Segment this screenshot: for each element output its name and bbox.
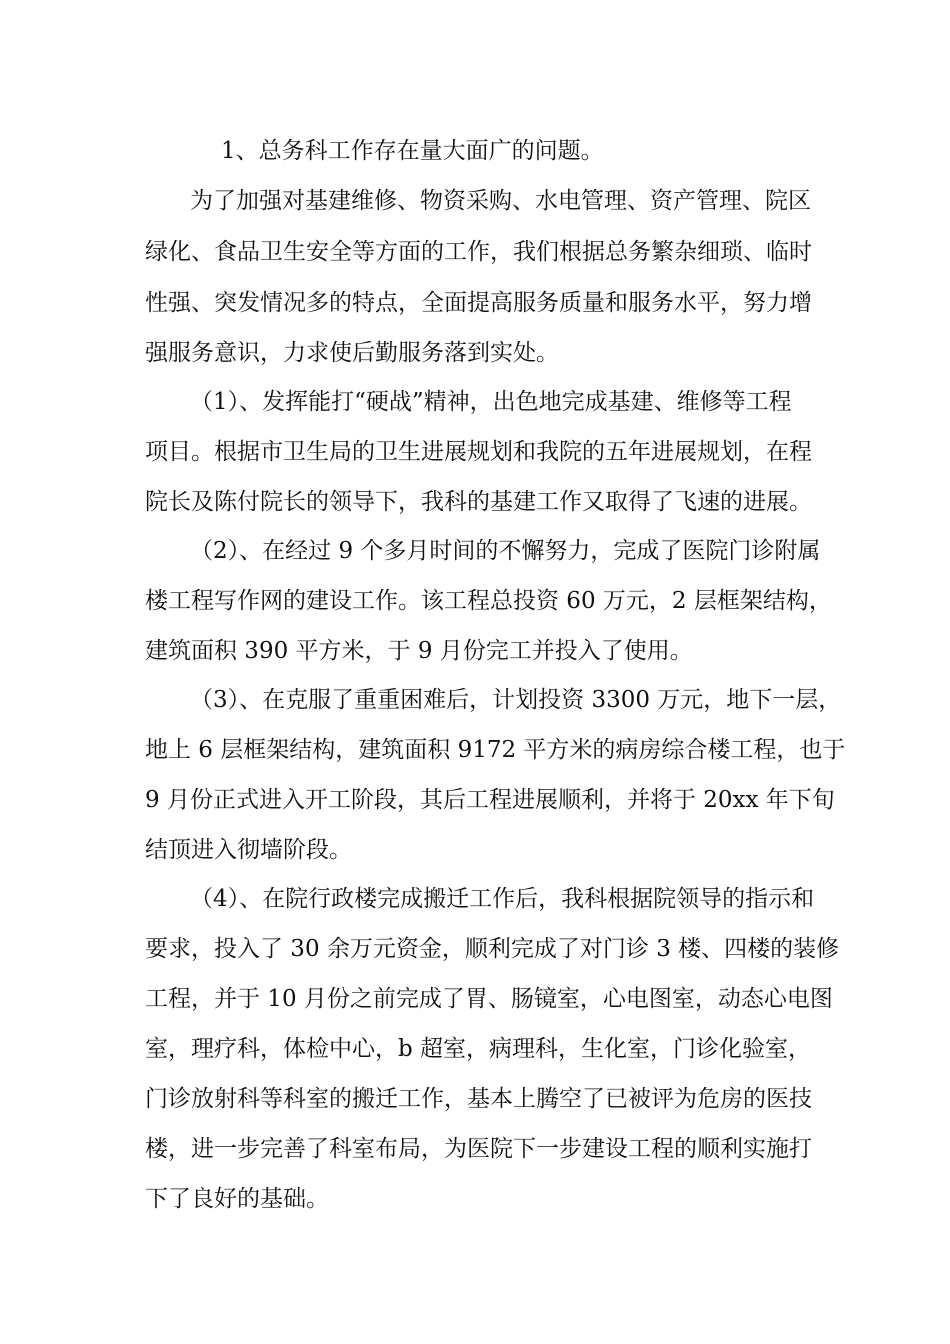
paragraph-5-line-2: 要求，投入了 30 余万元资金，顺利完成了对门诊 3 楼、四楼的装修 (145, 936, 840, 962)
paragraph-2-line-1: （1）、发挥能打“硬战”精神，出色地完成基建、维修等工程 (190, 389, 792, 415)
section-heading: 1、总务科工作存在量大面广的问题。 (221, 138, 604, 164)
paragraph-1-line-3: 性强、突发情况多的特点，全面提高服务质量和服务水平，努力增 (145, 290, 812, 316)
paragraph-5-line-1: （4）、在院行政楼完成搬迁工作后，我科根据院领导的指示和 (190, 886, 815, 912)
paragraph-2-line-3: 院长及陈付院长的领导下，我科的基建工作又取得了飞速的进展。 (145, 489, 812, 515)
paragraph-5-line-6: 楼，进一步完善了科室布局，为医院下一步建设工程的顺利实施打 (145, 1136, 812, 1162)
paragraph-5-line-3: 工程，并于 10 月份之前完成了胃、肠镜室，心电图室，动态心电图 (145, 986, 833, 1012)
paragraph-2-line-2: 项目。根据市卫生局的卫生进展规划和我院的五年进展规划，在程 (145, 439, 812, 465)
paragraph-1-line-4: 强服务意识，力求使后勤服务落到实处。 (145, 340, 559, 366)
paragraph-4-line-2: 地上 6 层框架结构，建筑面积 9172 平方米的病房综合楼工程，也于 (145, 737, 846, 763)
paragraph-1-line-1: 为了加强对基建维修、物资采购、水电管理、资产管理、院区 (190, 188, 811, 214)
paragraph-5-line-7: 下了良好的基础。 (145, 1186, 329, 1212)
paragraph-3-line-2: 楼工程写作网的建设工作。该工程总投资 60 万元，2 层框架结构， (145, 588, 832, 614)
paragraph-3-line-3: 建筑面积 390 平方米，于 9 月份完工并投入了使用。 (145, 638, 693, 664)
paragraph-4-line-1: （3）、在克服了重重困难后，计划投资 3300 万元，地下一层， (190, 687, 842, 713)
paragraph-3-line-1: （2）、在经过 9 个多月时间的不懈努力，完成了医院门诊附属 (190, 538, 821, 564)
paragraph-4-line-4: 结顶进入彻墙阶段。 (145, 837, 352, 863)
paragraph-5-line-5: 门诊放射科等科室的搬迁工作，基本上腾空了已被评为危房的医技 (145, 1086, 812, 1112)
paragraph-1-line-2: 绿化、食品卫生安全等方面的工作，我们根据总务繁杂细琐、临时 (145, 239, 812, 265)
paragraph-4-line-3: 9 月份正式进入开工阶段，其后工程进展顺利，并将于 20xx 年下旬 (145, 787, 835, 813)
paragraph-5-line-4: 室，理疗科，体检中心，b 超室，病理科，生化室，门诊化验室， (145, 1036, 812, 1062)
